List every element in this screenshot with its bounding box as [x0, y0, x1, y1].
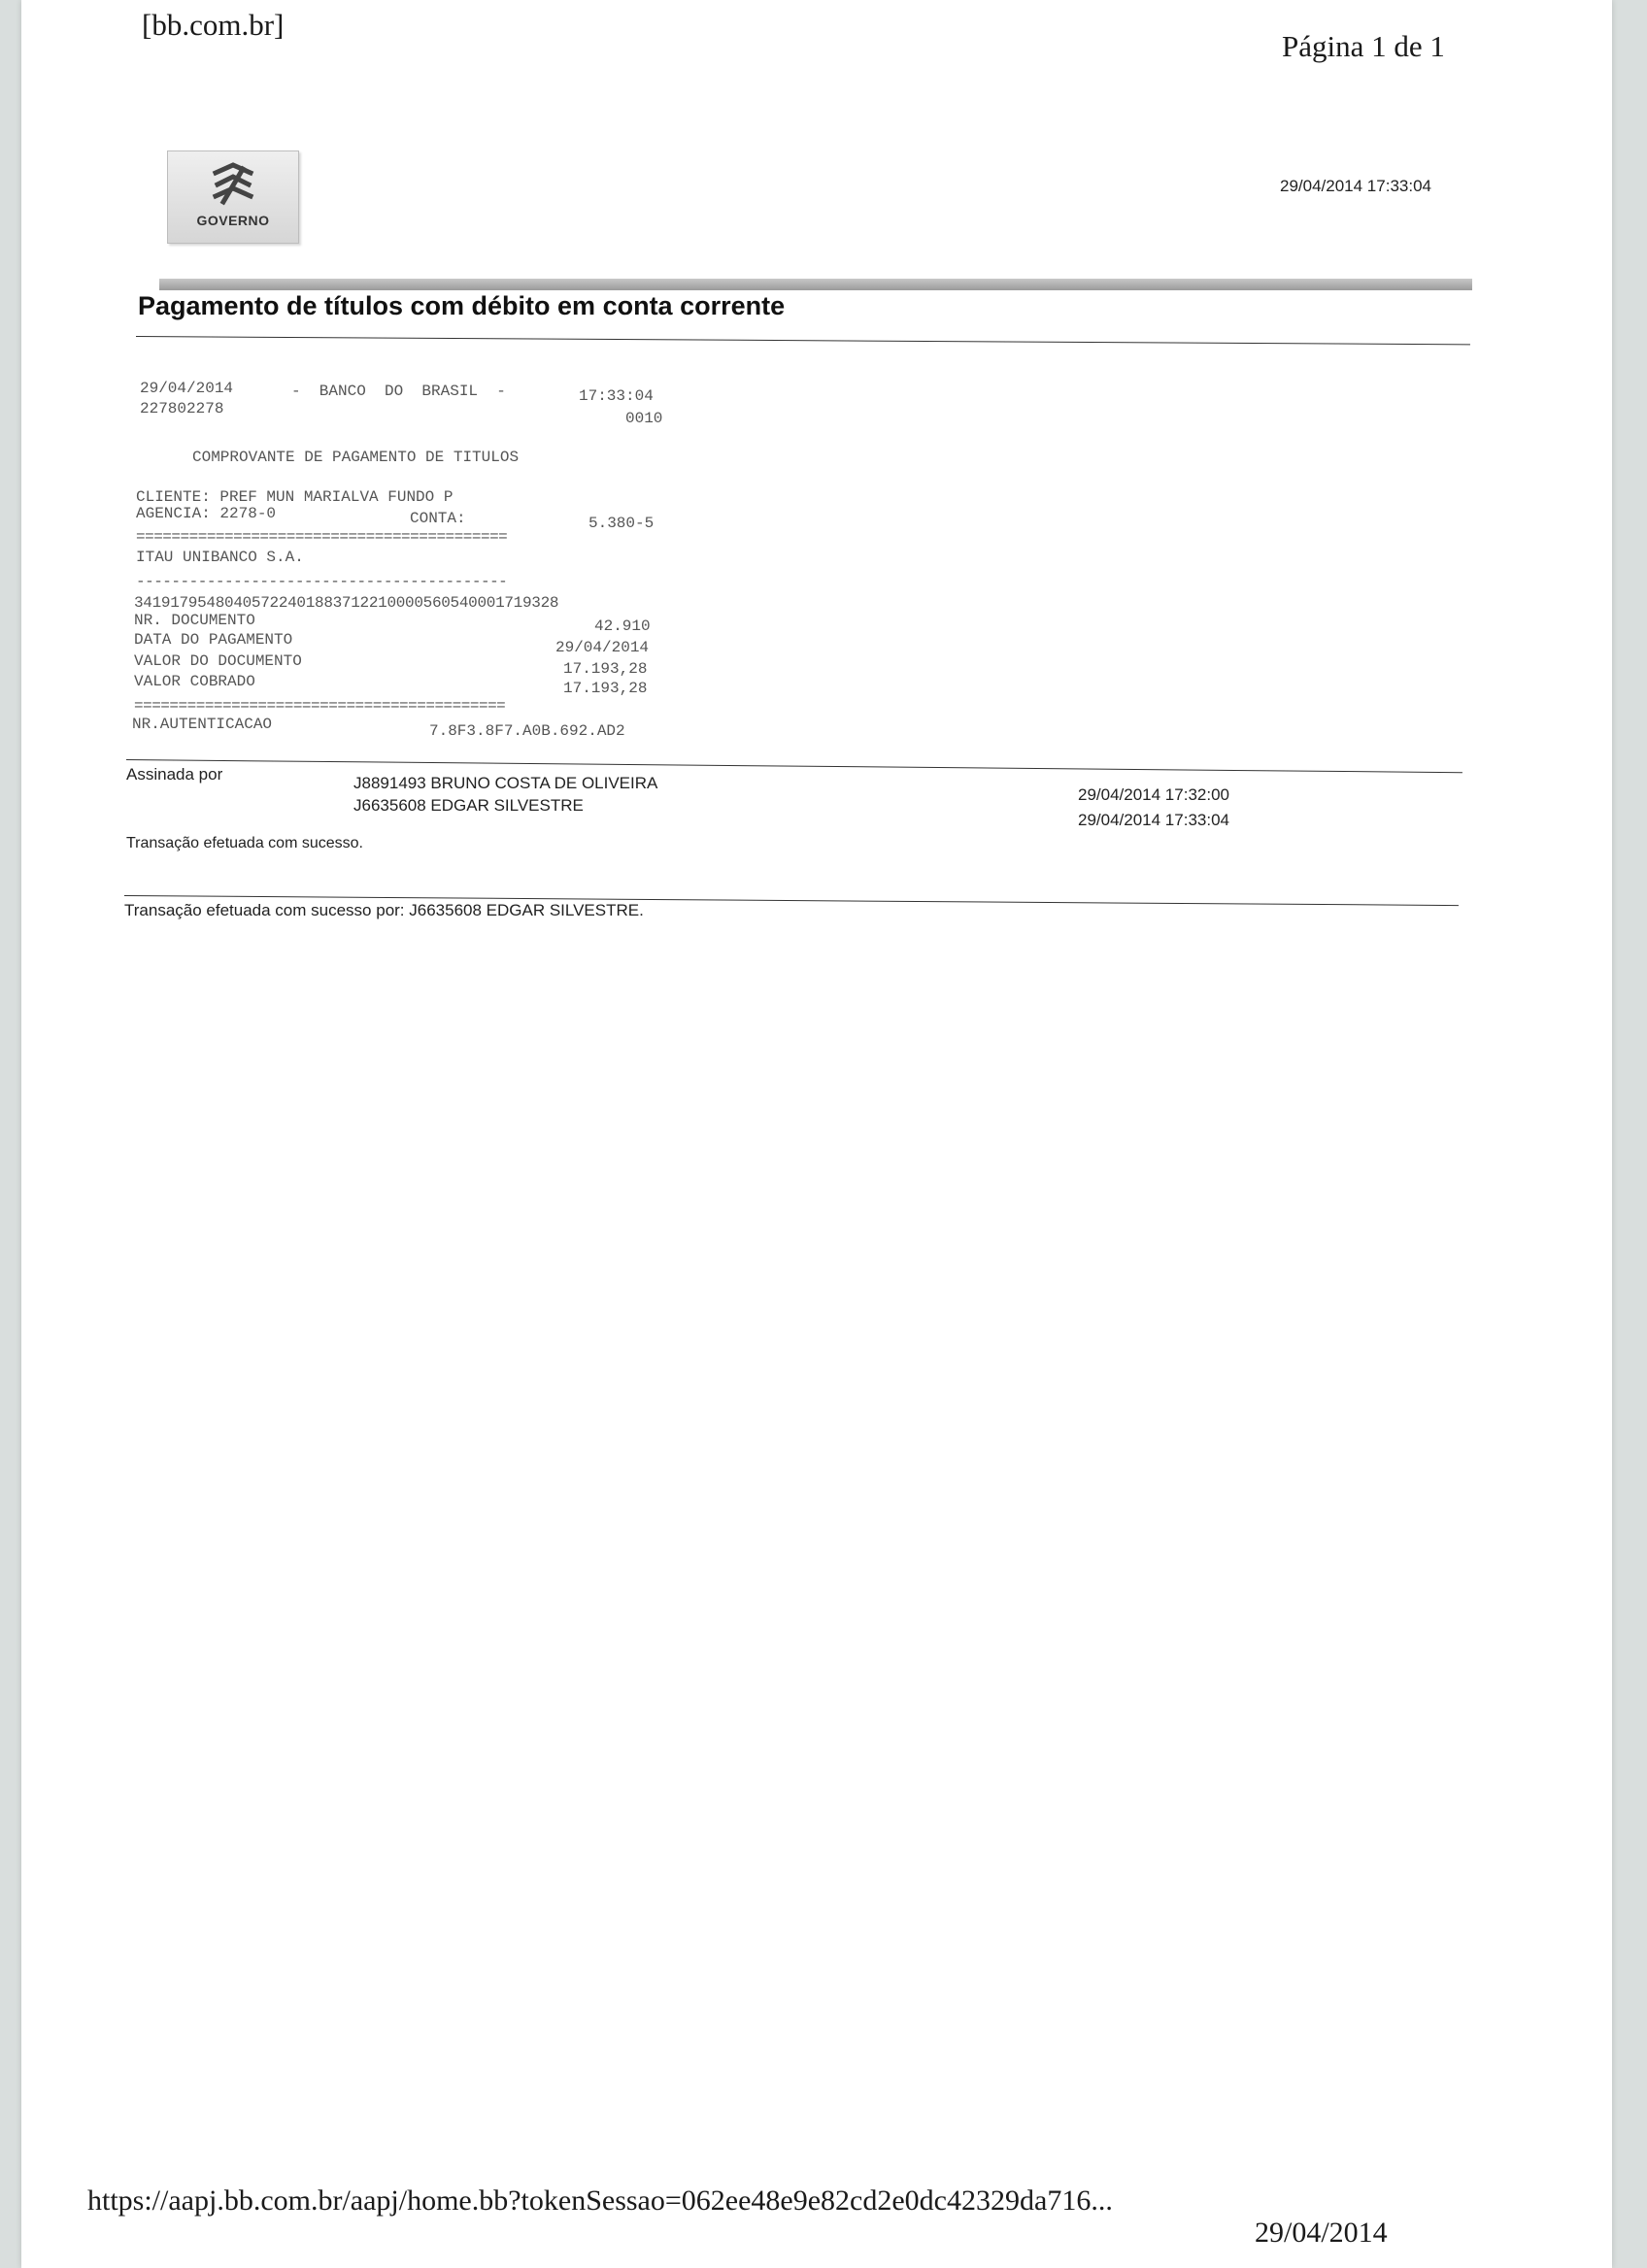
receipt-cliente: CLIENTE: PREF MUN MARIALVA FUNDO P — [136, 488, 454, 506]
footer-date: 29/04/2014 — [1255, 2217, 1388, 2249]
receipt-id: 227802278 — [140, 400, 224, 417]
auth-value: 7.8F3.8F7.A0B.692.AD2 — [429, 722, 625, 740]
receipt-code: 0010 — [625, 410, 663, 427]
signature-divider — [126, 759, 1462, 773]
document-page — [21, 0, 1612, 2268]
logo-label: GOVERNO — [196, 213, 270, 228]
row-value: 17.193,28 — [563, 660, 648, 678]
page-title: Pagamento de títulos com débito em conta corrente — [138, 291, 786, 320]
row-value: 29/04/2014 — [555, 639, 650, 656]
signer-name: J6635608 EDGAR SILVESTRE — [353, 796, 584, 815]
banco-do-brasil-logo — [167, 150, 299, 244]
receipt-bank: - BANCO DO BRASIL - — [291, 383, 506, 400]
receipt-separator: ------------------------------------------ — [136, 573, 508, 590]
title-divider — [136, 336, 1470, 345]
row-label: DATA DO PAGAMENTO — [134, 631, 293, 649]
receipt-heading: COMPROVANTE DE PAGAMENTO DE TITULOS — [192, 449, 520, 466]
footer-url: https://aapj.bb.com.br/aapj/home.bb?tokenSessao=062ee48e9e82cd2e0dc42329da716... — [87, 2185, 1113, 2217]
row-label: NR. DOCUMENTO — [134, 612, 255, 629]
receipt-separator: ========================================== — [134, 697, 506, 715]
row-value: 42.910 — [594, 617, 651, 635]
receipt-beneficiary: ITAU UNIBANCO S.A. — [136, 549, 304, 566]
signer-datetime: 29/04/2014 17:33:04 — [1078, 811, 1229, 829]
signer-datetime: 29/04/2014 17:32:00 — [1078, 785, 1229, 804]
auth-label: NR.AUTENTICACAO — [132, 716, 273, 733]
transaction-status: Transação efetuada com sucesso. — [126, 835, 363, 851]
receipt-separator: ========================================== — [136, 528, 508, 546]
row-label: VALOR COBRADO — [134, 673, 255, 690]
receipt-time: 17:33:04 — [579, 387, 654, 405]
site-label: [bb.com.br] — [142, 8, 285, 42]
bb-logo-icon — [208, 161, 258, 206]
receipt-conta-value: 5.380-5 — [588, 515, 655, 532]
final-transaction-status: Transação efetuada com sucesso por: J6635608 EDGAR SILVESTRE. — [124, 901, 644, 919]
title-bar — [159, 279, 1472, 290]
row-label: VALOR DO DOCUMENTO — [134, 652, 302, 670]
receipt-date: 29/04/2014 — [140, 380, 234, 397]
page-indicator: Página 1 de 1 — [1282, 29, 1445, 63]
row-value: 17.193,28 — [563, 680, 648, 697]
receipt-agencia: AGENCIA: 2278-0 — [136, 505, 277, 522]
signer-name: J8891493 BRUNO COSTA DE OLIVEIRA — [353, 774, 658, 792]
receipt-conta-label: CONTA: — [410, 510, 466, 527]
receipt-barcode: 34191795480405722401883712210000560540001719328 — [134, 594, 559, 612]
signed-by-label: Assinada por — [126, 765, 223, 784]
header-datetime: 29/04/2014 17:33:04 — [1280, 177, 1431, 195]
